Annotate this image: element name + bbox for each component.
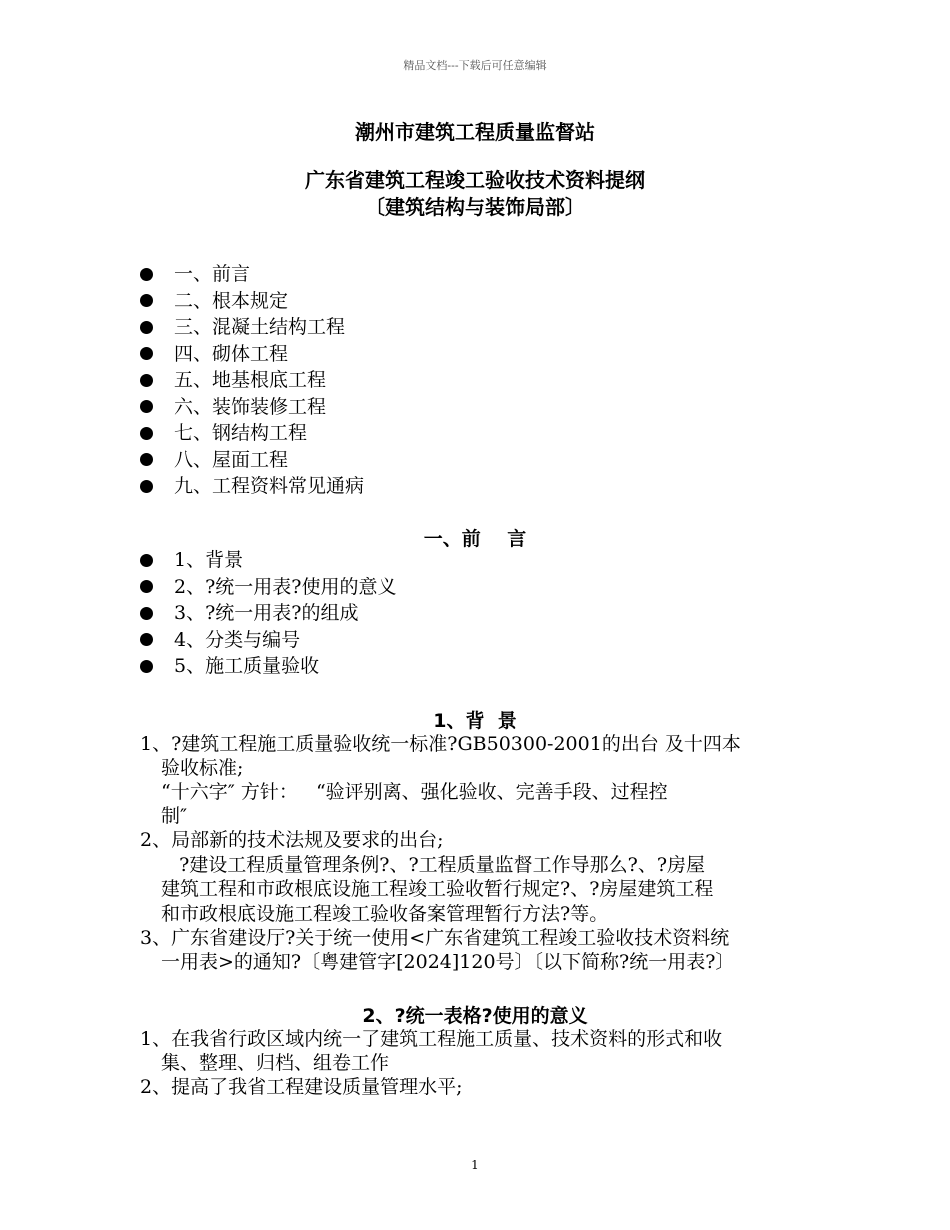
bullet-icon [140,580,153,593]
toc-item-label: 六、装饰装修工程 [174,395,327,418]
toc-item-label: 二、根本规定 [174,289,289,312]
preface-item-label: 4、分类与编号 [174,628,301,651]
bullet-icon [140,268,153,281]
list-item [140,447,364,474]
list-item [140,420,364,447]
list-item [140,288,364,315]
paragraph-line: 1、在我省行政区域内统一了建筑工程施工质量、技术资料的形式和收 [140,1028,723,1050]
bullet-icon [140,427,153,440]
bullet-icon [140,554,153,567]
toc-item-label: 九、工程资料常见通病 [174,475,365,497]
page-number: 1 [471,1158,479,1172]
list-item [140,314,364,341]
preface-item-label: 3、?统一用表?的组成 [174,602,359,624]
toc-item-label: 八、屋面工程 [174,448,289,471]
org-title: 潮州市建筑工程质量监督站 [355,120,595,144]
bullet-icon [140,347,153,360]
paragraph-line: 制″ [161,805,188,827]
toc-item-label: 四、砌体工程 [174,342,289,365]
toc-item-label: 一、前言 [174,263,251,285]
bullet-icon [140,607,153,620]
document-subtitle: 〔建筑结构与装饰局部〕 [365,195,585,219]
bullet-icon [140,660,153,673]
bullet-icon [140,400,153,413]
paragraph-line: 3、广东省建设厅?关于统一使用<广东省建筑工程竣工验收技术资料统 [140,927,730,949]
toc-item-label: 七、钢结构工程 [174,422,308,444]
list-item [140,473,364,500]
document-title: 广东省建筑工程竣工验收技术资料提纲 [305,168,645,192]
paragraph-line: ?建设工程质量管理条例?、?工程质量监督工作导那么?、?房屋 [161,854,706,876]
list-item [140,627,396,654]
section-heading-preface: 一、前 言 [423,528,527,550]
list-item [140,341,364,368]
list-item [140,574,396,601]
preface-item-label: 5、施工质量验收 [174,655,320,677]
bullet-icon [140,374,153,387]
toc-item-label: 五、地基根底工程 [174,369,327,391]
bullet-icon [140,294,153,307]
bullet-icon [140,480,153,493]
paragraph-line: 建筑工程和市政根底设施工程竣工验收暂行规定?、?房屋建筑工程 [161,878,714,900]
toc-list [140,261,364,500]
paragraph-line: 1、?建筑工程施工质量验收统一标准?GB50300-2001的出台 及十四本 [140,733,741,755]
list-item [140,653,396,680]
preface-item-label: 1、背景 [174,549,244,571]
bullet-icon [140,633,153,646]
section-heading-background: 1、背 景 [433,710,517,732]
bullet-icon [140,321,153,334]
preface-item-label: 2、?统一用表?使用的意义 [174,575,397,598]
list-item [140,367,364,394]
paragraph-line: 验收标准; [161,757,244,779]
paragraph-line: “十六字″ 方针： “验评别离、强化验收、完善手段、过程控 [161,781,668,803]
paragraph-line: 2、局部新的技术法规及要求的出台; [140,829,444,851]
paragraph-line: 一用表>的通知?〔粤建管字[2024]120号〕〔以下简称?统一用表?〕 [161,951,735,973]
list-item [140,600,396,627]
list-item [140,547,396,574]
paragraph-line: 和市政根底设施工程竣工验收备案管理暂行方法?等。 [161,903,609,925]
toc-item-label: 三、混凝土结构工程 [174,316,346,338]
preface-list [140,547,396,680]
list-item [140,261,364,288]
list-item [140,394,364,421]
bullet-icon [140,453,153,466]
paragraph-line: 2、提高了我省工程建设质量管理水平; [140,1076,463,1098]
section-heading-meaning: 2、?统一表格?使用的意义 [362,1005,588,1027]
paragraph-line: 集、整理、归档、组卷工作 [161,1052,390,1074]
header-note: 精品文档---下载后可任意编辑 [403,59,547,72]
